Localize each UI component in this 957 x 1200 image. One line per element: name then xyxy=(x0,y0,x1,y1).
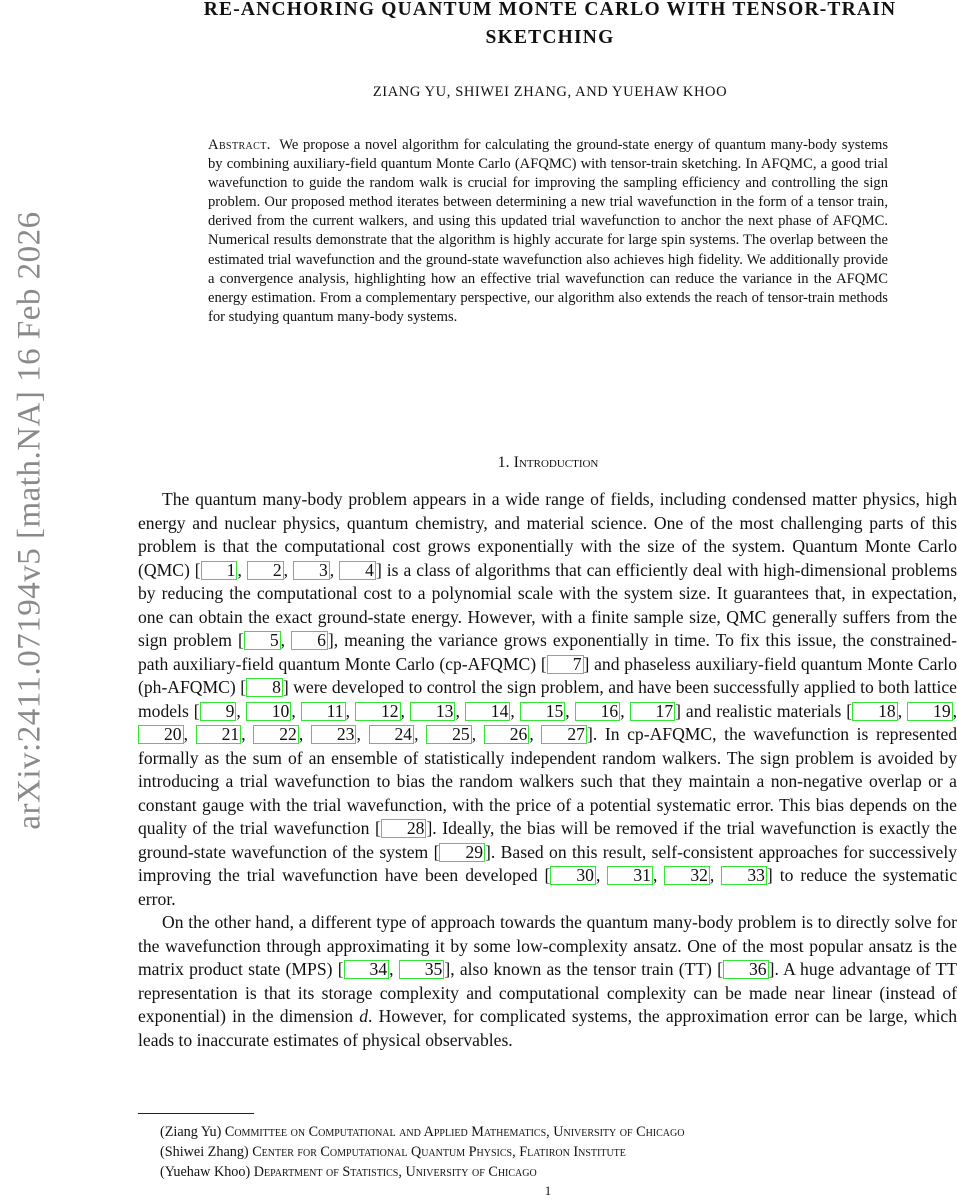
text-run: . Based on this result, self-consistent approaches for successively improving the trial wavefunction have been developed xyxy=(138,841,957,885)
abstract-label: Abstract. xyxy=(208,137,271,153)
citation-link[interactable]: 36 xyxy=(723,960,769,979)
affiliation-author: (Shiwei Zhang) xyxy=(160,1143,249,1160)
text-run: and phaseless auxiliary-field quantum Monte Carlo (ph-AFQMC) xyxy=(138,653,957,697)
citation-link[interactable]: 34 xyxy=(344,960,390,979)
text-run: The quantum many-body problem appears in a wide range of fields, including condensed matter physics, high energy and nuclear physics, quantum chemistry, and material science. One of the most challenging parts of this problem is that the computational cost grows exponentially with the size of the system. Quantum Monte Carlo (QMC) xyxy=(138,489,957,580)
abstract xyxy=(208,136,888,327)
paragraph-1 xyxy=(138,488,957,911)
text-run: is a class of algorithms that can efficiently deal with high-dimensional problems by reducing the computational cost to a polynomial scale with the system size. It guarantees that, in expectation, one can obtain the exact ground-state energy. However, with a finite sample size, QMC generally suffers from the sign problem xyxy=(138,559,957,650)
citation-group: [ 7 ] xyxy=(540,653,590,674)
citation-link[interactable]: 10 xyxy=(246,702,292,721)
affiliation-institution: Center for Computational Quantum Physics, Flatiron Institute xyxy=(252,1143,626,1160)
affiliation-ziang-yu xyxy=(160,1123,940,1143)
citation-link[interactable]: 2 xyxy=(247,561,284,580)
text-run: and realistic materials xyxy=(681,700,847,721)
citation-link[interactable]: 22 xyxy=(253,725,299,744)
citation-group: [ 30 , 31 , 32 , 33 ] xyxy=(544,865,773,885)
text-run: . In cp-AFQMC, the wavefunction is represented formally as the sum of an ensemble of statistically independent random walkers. The sign problem is avoided by introducing a trial wavefunction to bias the random walkers such that they maintain a non-negative overlap or a constant gauge with the trial wavefunction, with the price of a potential systematic error. This bias depends on the quality of the trial wavefunction xyxy=(138,724,957,838)
introduction-body xyxy=(138,488,957,1052)
citation-link[interactable]: 35 xyxy=(399,960,445,979)
citation-group: [ 34 , 35 ] xyxy=(337,959,451,979)
affiliation-author: (Yuehaw Khoo) xyxy=(160,1163,251,1180)
citation-link[interactable]: 9 xyxy=(200,702,237,721)
citation-link[interactable]: 26 xyxy=(484,725,530,744)
affiliation-shiwei-zhang xyxy=(160,1143,940,1163)
citation-link[interactable]: 24 xyxy=(369,725,415,744)
citation-group: [ 18 , 19 , 20 , 21 , 22 , 23 , 24 , 25 , 26 , 27 ] xyxy=(138,701,957,745)
section-heading-introduction xyxy=(138,454,957,472)
abstract-text: We propose a novel algorithm for calculating the ground-state energy of quantum many-body systems by combining auxiliary-field quantum Monte Carlo (AFQMC) with tensor-train sketching. In AFQMC, a good trial wavefunction to guide the random walk is crucial for improving the sampling efficiency and controlling the sign problem. Our proposed method iterates between determining a new trial wavefunction in the form of a tensor train, derived from the current walkers, and using this updated trial wavefunction to anchor the next phase of AFQMC. Numerical results demonstrate that the algorithm is highly accurate for large spin systems. The overlap between the estimated trial wavefunction and the ground-state wavefunction also achieves high fidelity. We additionally provide a convergence analysis, highlighting how an effective trial wavefunction can reduce the variance in the AFQMC energy estimation. From a complementary perspective, our algorithm also extends the reach of tensor-train methods for studying quantum many-body systems. xyxy=(208,137,888,325)
citation-link[interactable]: 7 xyxy=(547,655,584,674)
citation-group: [ 5 , 6 ] xyxy=(237,630,334,650)
citation-link[interactable]: 33 xyxy=(721,866,767,885)
citation-link[interactable]: 17 xyxy=(630,702,676,721)
citation-group: [ 36 ] xyxy=(717,959,775,979)
citation-link[interactable]: 15 xyxy=(520,702,566,721)
citation-group: [ 29 ] xyxy=(433,841,491,862)
citation-link[interactable]: 30 xyxy=(550,866,596,885)
author-list: ZIANG YU, SHIWEI ZHANG, AND YUEHAW KHOO xyxy=(372,84,728,100)
affiliation-yuehaw-khoo xyxy=(160,1163,940,1183)
citation-link[interactable]: 6 xyxy=(291,631,328,650)
affiliation-institution: Department of Statistics, University of Chicago xyxy=(253,1163,537,1180)
citation-group: [ 8 ] xyxy=(240,677,289,697)
text-run: , also known as the tensor train (TT) xyxy=(450,959,718,979)
citation-link[interactable]: 27 xyxy=(541,725,587,744)
citation-group: [ 9 , 10 , 11 , 12 , 13 , 14 , 15 , 16 , 17 ] xyxy=(193,700,681,721)
section-number: 1. xyxy=(497,454,510,471)
page-number: 1 xyxy=(544,1183,552,1198)
citation-group: [ 1 , 2 , 3 , 4 ] xyxy=(194,559,382,580)
citation-link[interactable]: 29 xyxy=(439,843,485,862)
section-title: Introduction xyxy=(513,454,599,471)
footnote-rule xyxy=(138,1113,254,1114)
citation-group: [ 28 ] xyxy=(374,818,433,838)
citation-link[interactable]: 11 xyxy=(301,702,346,721)
arxiv-stamp xyxy=(0,140,60,900)
text-run: . A huge advantage of TT representation is that its storage complexity and computational complexity can be made near linear (instead of exponential) in the dimension xyxy=(138,959,957,1026)
citation-link[interactable]: 31 xyxy=(607,866,653,885)
affiliation-author: (Ziang Yu) xyxy=(160,1124,222,1140)
citation-link[interactable]: 14 xyxy=(465,702,511,721)
text-run: were developed to control the sign problem, and have been successfully applied to both lattice models xyxy=(138,677,957,721)
paper-title: RE-ANCHORING QUANTUM MONTE CARLO WITH TENSOR-TRAIN SKETCHING xyxy=(203,0,897,48)
citation-link[interactable]: 13 xyxy=(410,702,456,721)
arxiv-stamp-text: arXiv:2411.07194v5 [math.NA] 16 Feb 2026 xyxy=(11,210,48,830)
citation-link[interactable]: 5 xyxy=(244,631,281,650)
affiliations xyxy=(160,1123,940,1182)
paragraph-2 xyxy=(138,911,957,1052)
citation-link[interactable]: 20 xyxy=(138,725,184,744)
citation-link[interactable]: 1 xyxy=(201,561,238,580)
citation-link[interactable]: 21 xyxy=(196,725,242,744)
text-run: to reduce the systematic error. xyxy=(138,865,957,909)
citation-link[interactable]: 23 xyxy=(311,725,357,744)
math-variable: d xyxy=(359,1006,369,1026)
text-run: , meaning the variance grows exponentially in time. To fix this issue, the constrained-path auxiliary-field quantum Monte Carlo (cp-AFQMC) xyxy=(138,630,957,674)
citation-link[interactable]: 8 xyxy=(246,678,283,697)
citation-link[interactable]: 25 xyxy=(426,725,472,744)
citation-link[interactable]: 16 xyxy=(575,702,621,721)
text-run: . However, for complicated systems, the approximation error can be large, which leads to inaccurate estimates of physical observables. xyxy=(138,1006,957,1050)
citation-link[interactable]: 28 xyxy=(381,819,427,838)
citation-link[interactable]: 12 xyxy=(355,702,401,721)
citation-link[interactable]: 19 xyxy=(907,702,953,721)
citation-link[interactable]: 4 xyxy=(339,561,376,580)
text-run: On the other hand, a different type of approach towards the quantum many-body problem is to directly solve for the wavefunction through approximating it by some low-complexity ansatz. One of the most popular ansatz is the matrix product state (MPS) xyxy=(138,912,957,979)
affiliation-institution: Committee on Computational and Applied Mathematics, University of Chicago xyxy=(224,1124,685,1140)
citation-link[interactable]: 18 xyxy=(852,702,898,721)
citation-link[interactable]: 3 xyxy=(293,561,330,580)
text-run: . Ideally, the bias will be removed if the trial wavefunction is exactly the ground-state wavefunction of the system xyxy=(138,818,957,862)
citation-link[interactable]: 32 xyxy=(664,866,710,885)
